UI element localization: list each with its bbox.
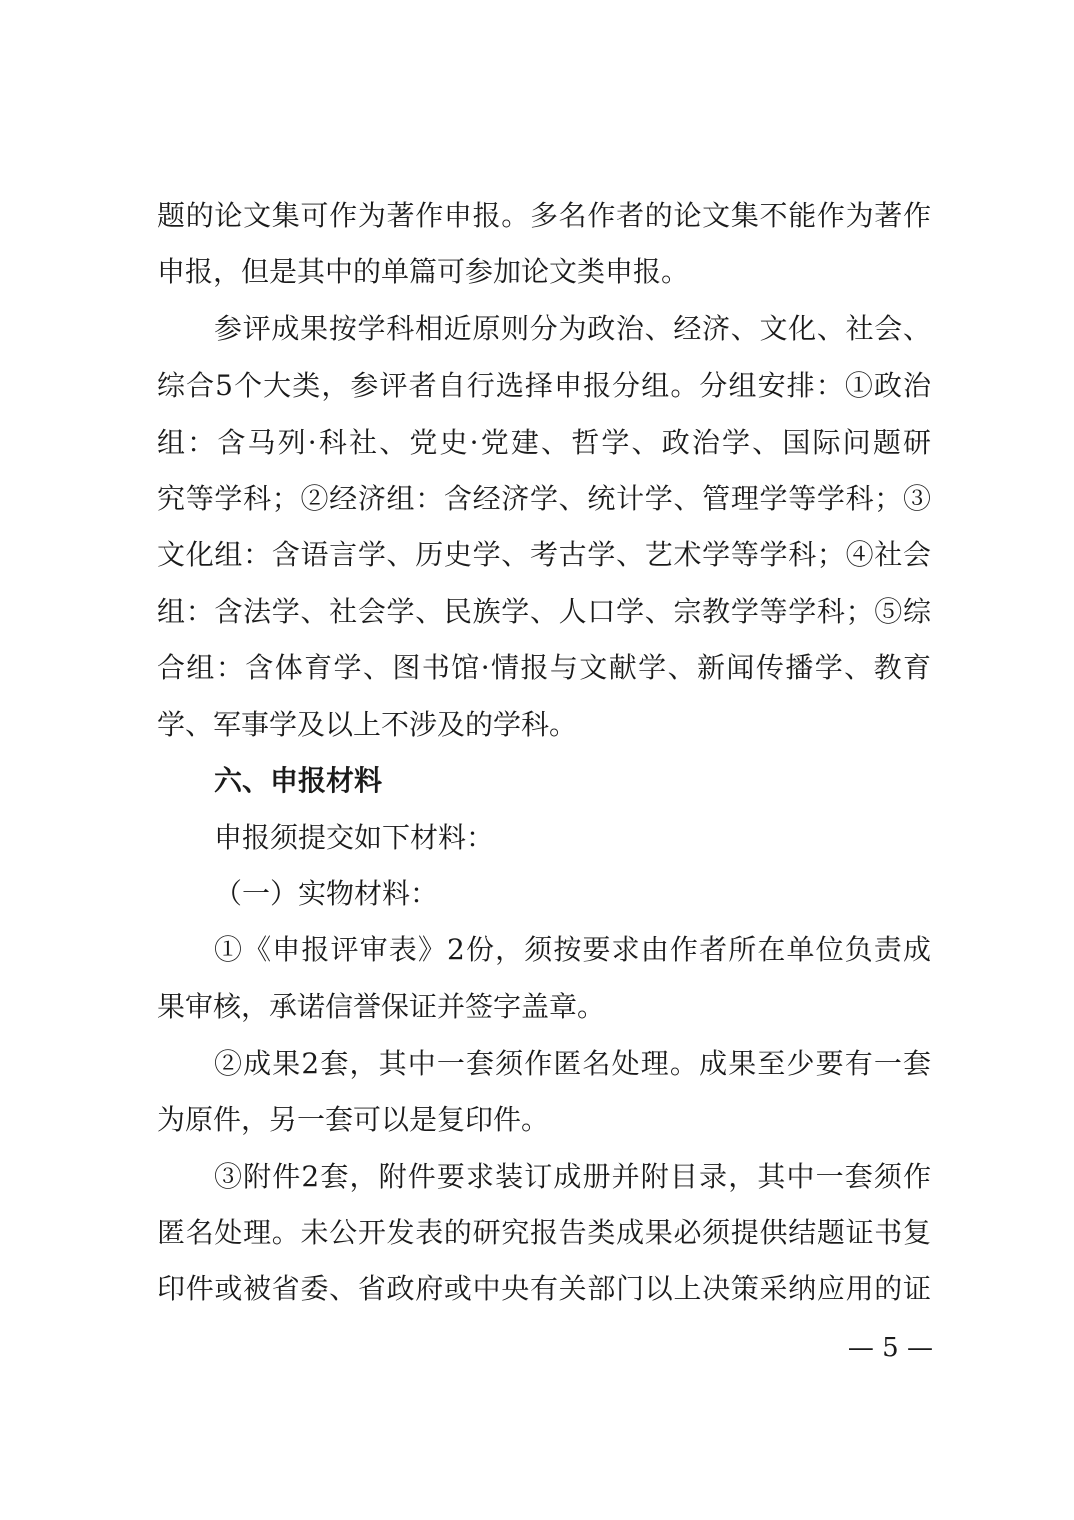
subsection-heading: （一）实物材料： xyxy=(214,877,439,910)
body-line: 申报须提交如下材料： xyxy=(214,821,495,854)
page-number: — 5 — xyxy=(847,1333,933,1363)
body-line: ①《申报评审表》2份，须按要求由作者所在单位负责成 xyxy=(214,933,931,966)
body-line: 申报，但是其中的单篇可参加论文类申报。 xyxy=(157,255,690,288)
body-line: 究等学科；②经济组：含经济学、统计学、管理学等学科；③ xyxy=(157,482,931,515)
body-line: 题的论文集可作为著作申报。多名作者的论文集不能作为著作 xyxy=(157,199,931,232)
body-line: 文化组：含语言学、历史学、考古学、艺术学等学科；④社会 xyxy=(157,538,931,571)
body-line: 组：含法学、社会学、民族学、人口学、宗教学等学科；⑤综 xyxy=(157,595,931,628)
body-line: 印件或被省委、省政府或中央有关部门以上决策采纳应用的证 xyxy=(157,1272,931,1305)
body-line: 参评成果按学科相近原则分为政治、经济、文化、社会、 xyxy=(214,312,931,345)
body-line: ③附件2套，附件要求装订成册并附目录，其中一套须作 xyxy=(214,1160,931,1193)
body-line: 组：含马列·科社、党史·党建、哲学、政治学、国际问题研 xyxy=(157,426,931,459)
body-line: 匿名处理。未公开发表的研究报告类成果必须提供结题证书复 xyxy=(157,1216,931,1249)
body-line: 果审核，承诺信誉保证并签字盖章。 xyxy=(157,990,606,1023)
body-line: ②成果2套，其中一套须作匿名处理。成果至少要有一套 xyxy=(214,1047,931,1080)
body-line: 为原件，另一套可以是复印件。 xyxy=(157,1103,550,1136)
body-line: 合组：含体育学、图书馆·情报与文献学、新闻传播学、教育 xyxy=(157,651,931,684)
body-line: 综合5个大类，参评者自行选择申报分组。分组安排：①政治 xyxy=(157,369,931,402)
body-line: 学、军事学及以上不涉及的学科。 xyxy=(157,708,578,741)
section-heading: 六、申报材料 xyxy=(214,764,383,797)
